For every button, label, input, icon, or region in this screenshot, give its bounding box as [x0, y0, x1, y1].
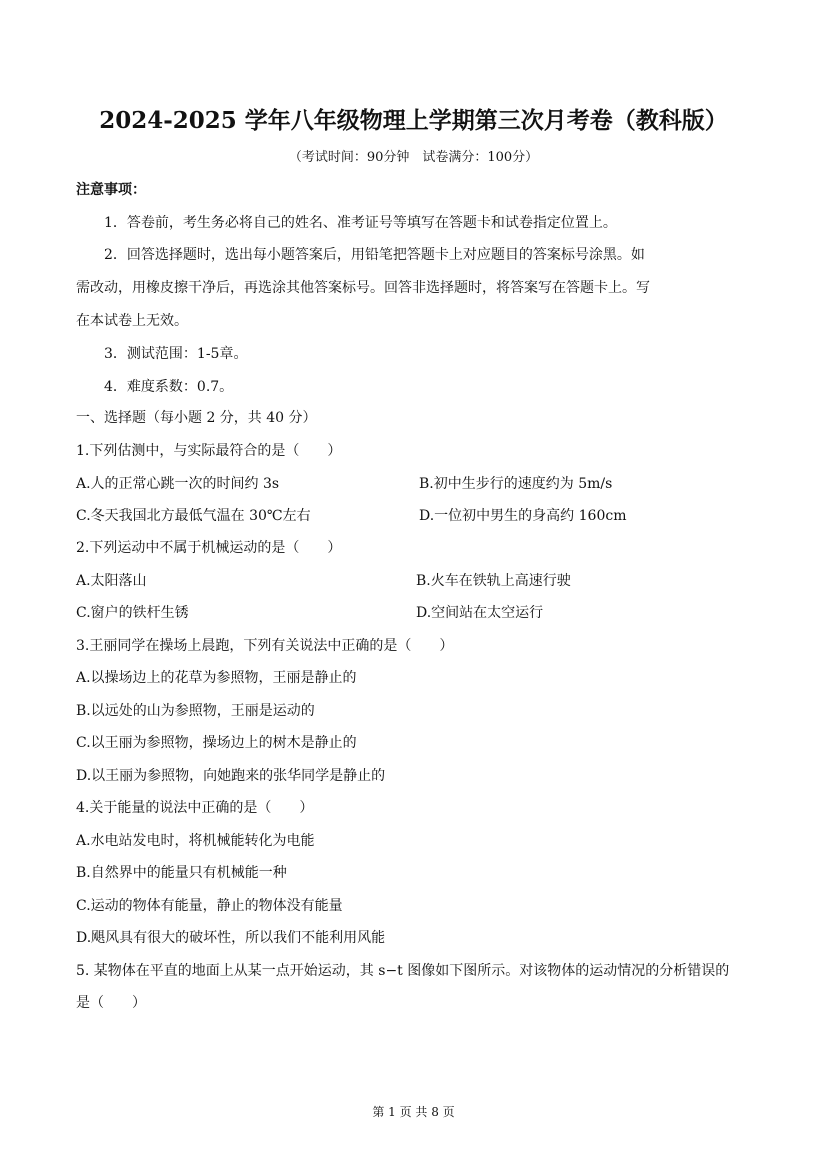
notice-item: 4．难度系数：0.7。: [104, 379, 234, 395]
question-option: C.运动的物体有能量，静止的物体没有能量: [76, 898, 343, 914]
notice-item-continued: 需改动，用橡皮擦干净后，再选涂其他答案标号。回答非选择题时，将答案写在答题卡上。写: [76, 280, 650, 296]
notice-item: 2．回答选择题时，选出每小题答案后，用铅笔把答题卡上对应题目的答案标号涂黑。如: [104, 247, 645, 263]
question-stem: 4.关于能量的说法中正确的是（ ）: [76, 800, 314, 816]
notice-item-continued: 在本试卷上无效。: [76, 313, 188, 329]
exam-info: （考试时间：90分钟 试卷满分：100分）: [288, 150, 539, 165]
question-option: A.以操场边上的花草为参照物，王丽是静止的: [76, 670, 357, 686]
question-option: A.太阳落山: [76, 573, 147, 589]
section-heading: 一、选择题（每小题 2 分，共 40 分）: [76, 410, 317, 426]
notice-item: 3．测试范围：1-5章。: [104, 346, 248, 362]
question-option: D.以王丽为参照物，向她跑来的张华同学是静止的: [76, 768, 386, 784]
question-stem: 3.王丽同学在操场上晨跑，下列有关说法中正确的是（ ）: [76, 638, 454, 654]
question-option: B.初中生步行的速度约为 5m/s: [419, 476, 613, 492]
question-option: A.人的正常心跳一次的时间约 3s: [76, 476, 280, 492]
notice-heading: 注意事项：: [76, 182, 146, 198]
question-option: D.飓风具有很大的破坏性，所以我们不能利用风能: [76, 930, 386, 946]
page-footer: 第 1 页 共 8 页: [372, 1105, 455, 1119]
question-option: A.水电站发电时，将机械能转化为电能: [76, 833, 315, 849]
question-stem: 1.下列估测中，与实际最符合的是（ ）: [76, 443, 342, 459]
question-option: B.火车在铁轨上高速行驶: [416, 573, 571, 589]
notice-item: 1．答卷前，考生务必将自己的姓名、准考证号等填写在答题卡和试卷指定位置上。: [104, 215, 617, 231]
question-stem-continued: 是（ ）: [76, 995, 146, 1011]
question-option: D.一位初中男生的身高约 160cm: [419, 508, 627, 524]
question-option: B.自然界中的能量只有机械能一种: [76, 865, 287, 881]
question-stem: 5. 某物体在平直的地面上从某一点开始运动，其 s−t 图像如下图所示。对该物体的运动情况的分析错误的: [76, 963, 730, 979]
question-option: D.空间站在太空运行: [416, 605, 544, 621]
question-option: B.以远处的山为参照物，王丽是运动的: [76, 703, 315, 719]
page-title: 2024-2025 学年八年级物理上学期第三次月考卷（教科版）: [99, 107, 728, 134]
question-stem: 2.下列运动中不属于机械运动的是（ ）: [76, 540, 342, 556]
question-option: C.冬天我国北方最低气温在 30℃左右: [76, 508, 311, 524]
question-option: C.以王丽为参照物，操场边上的树木是静止的: [76, 735, 357, 751]
question-option: C.窗户的铁杆生锈: [76, 605, 189, 621]
